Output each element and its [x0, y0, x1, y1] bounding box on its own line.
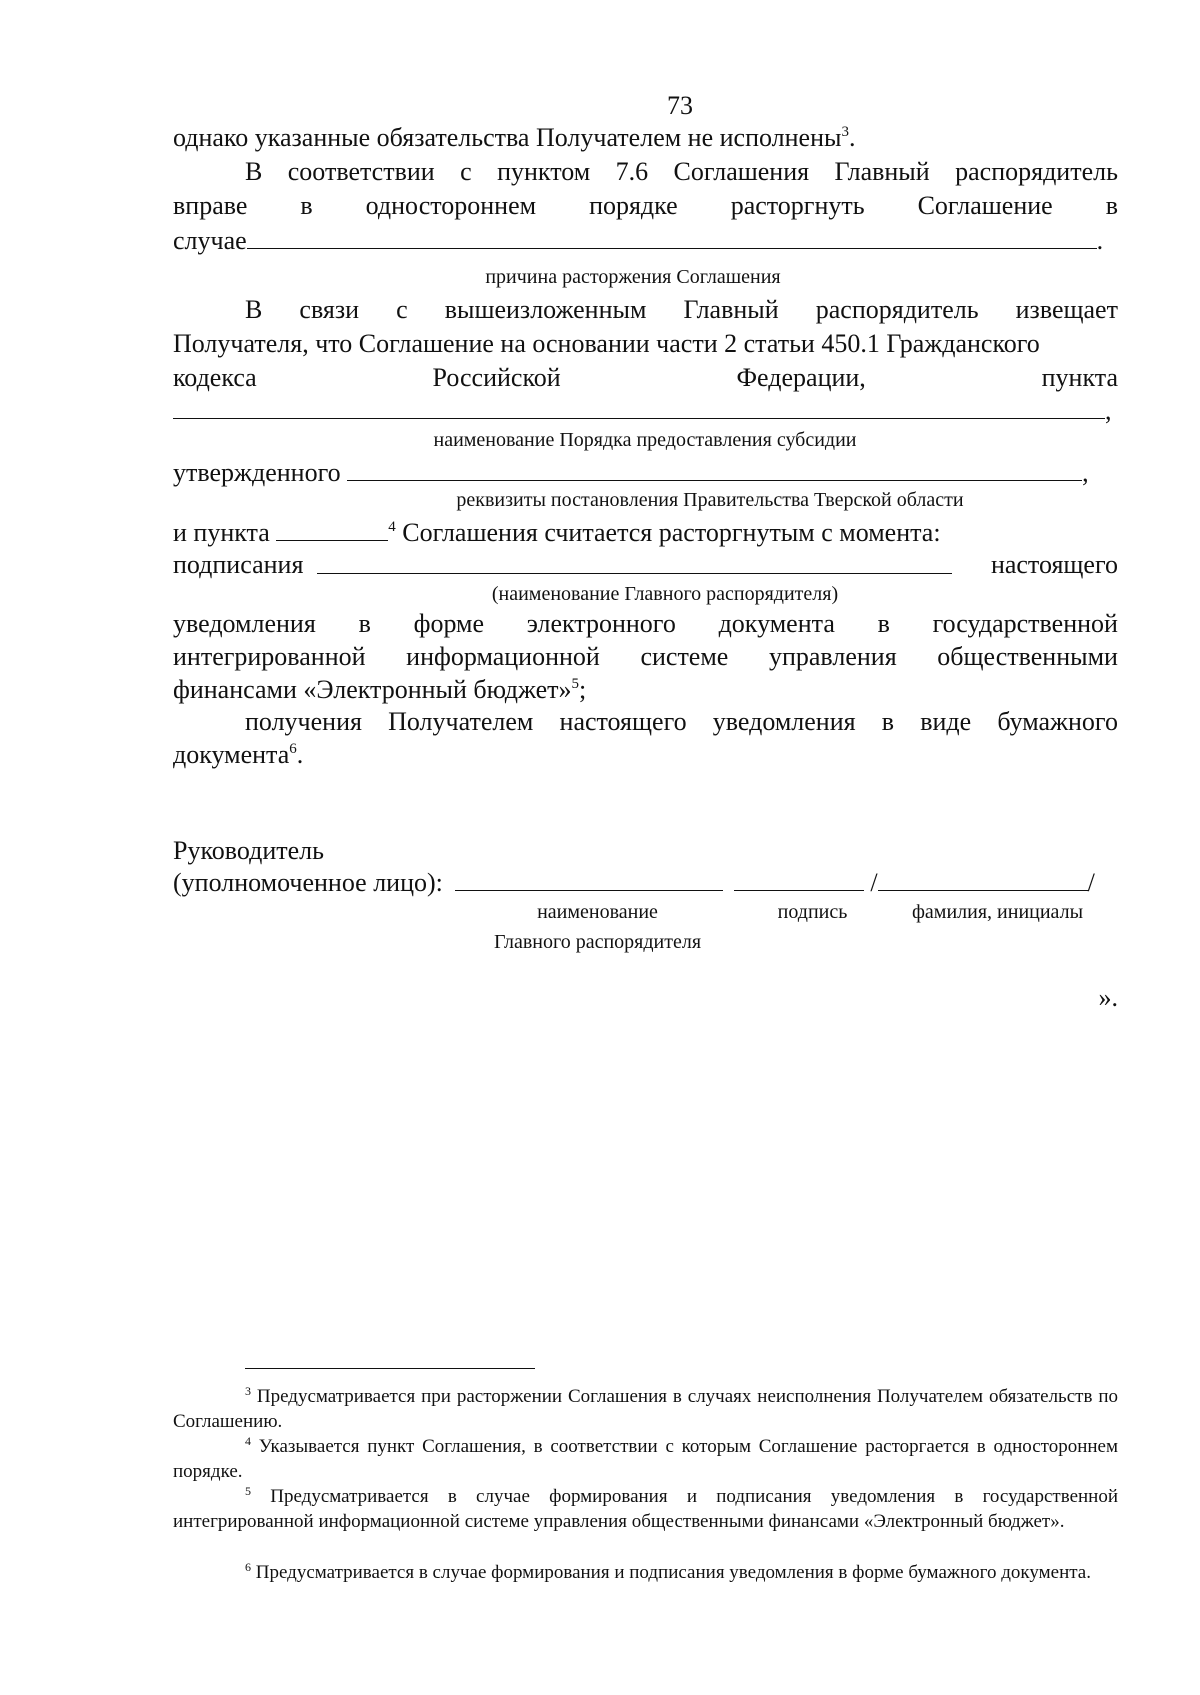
field-distributor-title[interactable]	[455, 866, 723, 891]
word: бумажного	[997, 707, 1118, 736]
word: в	[300, 191, 313, 220]
field-clause-number[interactable]	[276, 516, 388, 541]
field-resolution-details[interactable]	[347, 456, 1082, 481]
word: Федерации,	[736, 363, 866, 392]
word: в	[881, 707, 895, 736]
word: с	[460, 157, 472, 186]
word: порядке	[589, 191, 678, 220]
caption-full-name: фамилия, инициалы	[911, 901, 1084, 923]
word: виде	[920, 707, 972, 736]
word: В	[245, 157, 263, 186]
label-approved: утвержденного	[173, 458, 341, 487]
paragraph-electronic-line-1	[173, 608, 1118, 640]
footnote-5-text: Предусматривается в случае формирования и подписания уведомления в государственной интегрированной информационной системе управления общественными финансами «Электронный бюджет».	[173, 1486, 1119, 1532]
caption-termination-reason: причина расторжения Соглашения	[485, 266, 781, 288]
field-termination-reason[interactable]	[247, 224, 1097, 249]
footnote-6-text: Предусматривается в случае формирования и подписания уведомления в форме бумажного документа.	[255, 1562, 1091, 1583]
caption-distributor-title	[460, 900, 735, 954]
word: интегрированной	[173, 642, 366, 671]
footnote-6	[173, 1560, 1118, 1585]
caption-resolution-details: реквизиты постановления Правительства Тверской области	[456, 489, 964, 511]
approved-line	[173, 456, 1118, 489]
paragraph-obligations-line	[173, 122, 1118, 154]
punctuation: .	[296, 740, 304, 769]
word: извещает	[1015, 295, 1118, 324]
footnote-5	[173, 1484, 1118, 1534]
footnote-3-number: 3	[245, 1384, 251, 1398]
footnote-4-text: Указывается пункт Соглашения, в соответствии с которым Соглашение расторгается в одностороннем порядке.	[173, 1436, 1119, 1482]
footnote-ref-6: 6	[289, 741, 297, 757]
word: Соглашения	[673, 157, 810, 186]
word: 7.6	[615, 157, 649, 186]
word: связи	[299, 295, 360, 324]
paragraph-right-line-2	[173, 190, 1118, 222]
footnote-separator	[245, 1368, 535, 1369]
caption-signature: подпись	[777, 901, 848, 923]
word: В	[245, 295, 263, 324]
footnote-ref-5: 5	[571, 676, 579, 692]
signing-line	[173, 549, 1118, 581]
punctuation: .	[848, 123, 856, 152]
label-and-clause: и пункта	[173, 518, 270, 547]
word: информационной	[406, 642, 600, 671]
word: Российской	[432, 363, 561, 392]
punctuation: ,	[1082, 458, 1089, 487]
clause-line	[173, 516, 1118, 549]
paragraph-right-line-3	[173, 224, 1118, 257]
word: соответствии	[287, 157, 435, 186]
word: настоящего	[559, 707, 687, 736]
field-distributor-name[interactable]	[317, 549, 952, 574]
word: распорядитель	[955, 157, 1118, 186]
footnote-ref-3: 3	[841, 124, 849, 140]
footnote-5-number: 5	[245, 1484, 251, 1498]
footnote-ref-4: 4	[388, 519, 396, 535]
word: Главный	[683, 295, 779, 324]
word: в	[877, 609, 890, 638]
paragraph-notice-line-3	[173, 362, 1118, 394]
word: пункта	[1041, 363, 1118, 392]
footnote-3	[173, 1384, 1118, 1434]
word: пунктом	[497, 157, 591, 186]
label-this: настоящего	[990, 550, 1118, 579]
word: документа	[718, 609, 835, 638]
word: вправе	[173, 191, 248, 220]
field-full-name[interactable]	[878, 866, 1088, 891]
page-number: 73	[667, 91, 693, 120]
text-clause-end: Соглашения считается расторгнутым с момента:	[402, 518, 941, 547]
paragraph-notice-line-2: Получателя, что Соглашение на основании части 2 статьи 450.1 Гражданского	[173, 329, 1040, 358]
word: вышеизложенным	[444, 295, 647, 324]
paragraph-electronic-line-3	[173, 674, 1118, 706]
text-document: документа	[173, 740, 290, 769]
slash-left: /	[870, 868, 878, 897]
paragraph-notice-line-1	[245, 294, 1118, 326]
word: Соглашение	[917, 191, 1053, 220]
caption-order-name: наименование Порядка предоставления субсидии	[433, 429, 857, 451]
signature-person-label: (уполномоченное лицо):	[173, 868, 443, 897]
paragraph-paper-line-2	[173, 739, 1118, 771]
field-order-name[interactable]	[173, 394, 1105, 419]
label-signing: подписания	[173, 550, 304, 579]
word: общественными	[937, 642, 1118, 671]
word: кодекса	[173, 363, 257, 392]
word: уведомления	[173, 609, 316, 638]
word: электронного	[526, 609, 676, 638]
punctuation: ;	[579, 675, 587, 704]
paragraph-notice-line-4	[173, 394, 1118, 427]
paragraph-right-line-1	[245, 156, 1118, 188]
text-budget-system: финансами «Электронный бюджет»	[173, 675, 572, 704]
text-obligations: однако указанные обязательства Получателем не исполнены	[173, 123, 842, 152]
word: в	[1105, 191, 1118, 220]
label-case: случае	[173, 226, 247, 255]
word: с	[396, 295, 408, 324]
word: форме	[413, 609, 485, 638]
word: получения	[245, 707, 362, 736]
paragraph-electronic-line-2	[173, 641, 1118, 673]
footnote-4-number: 4	[245, 1434, 251, 1448]
footnote-3-text: Предусматривается при расторжении Соглашения в случаях неисполнения Получателем обязательств по Соглашению.	[173, 1386, 1118, 1432]
punctuation: ,	[1105, 396, 1112, 425]
caption-name-line-2: Главного распорядителя	[493, 931, 702, 953]
word: системе	[640, 642, 729, 671]
word: управления	[768, 642, 897, 671]
caption-distributor-name: (наименование Главного распорядителя)	[491, 583, 839, 605]
signature-line	[173, 866, 1118, 899]
word: одностороннем	[365, 191, 537, 220]
slash-right: /	[1087, 868, 1095, 897]
field-signature[interactable]	[734, 866, 864, 891]
closing-quote: ».	[1098, 983, 1118, 1012]
word: распорядитель	[815, 295, 979, 324]
punctuation: .	[1096, 226, 1104, 255]
word: в	[358, 609, 371, 638]
word: Получателем	[388, 707, 534, 736]
paragraph-paper-line-1	[245, 706, 1118, 738]
word: Главный	[834, 157, 930, 186]
word: государственной	[932, 609, 1118, 638]
signature-head-label: Руководитель	[173, 836, 324, 865]
footnote-6-number: 6	[245, 1560, 251, 1574]
caption-name-line-1: наименование	[537, 901, 658, 923]
footnote-4	[173, 1434, 1118, 1484]
word: уведомления	[712, 707, 856, 736]
word: расторгнуть	[730, 191, 865, 220]
